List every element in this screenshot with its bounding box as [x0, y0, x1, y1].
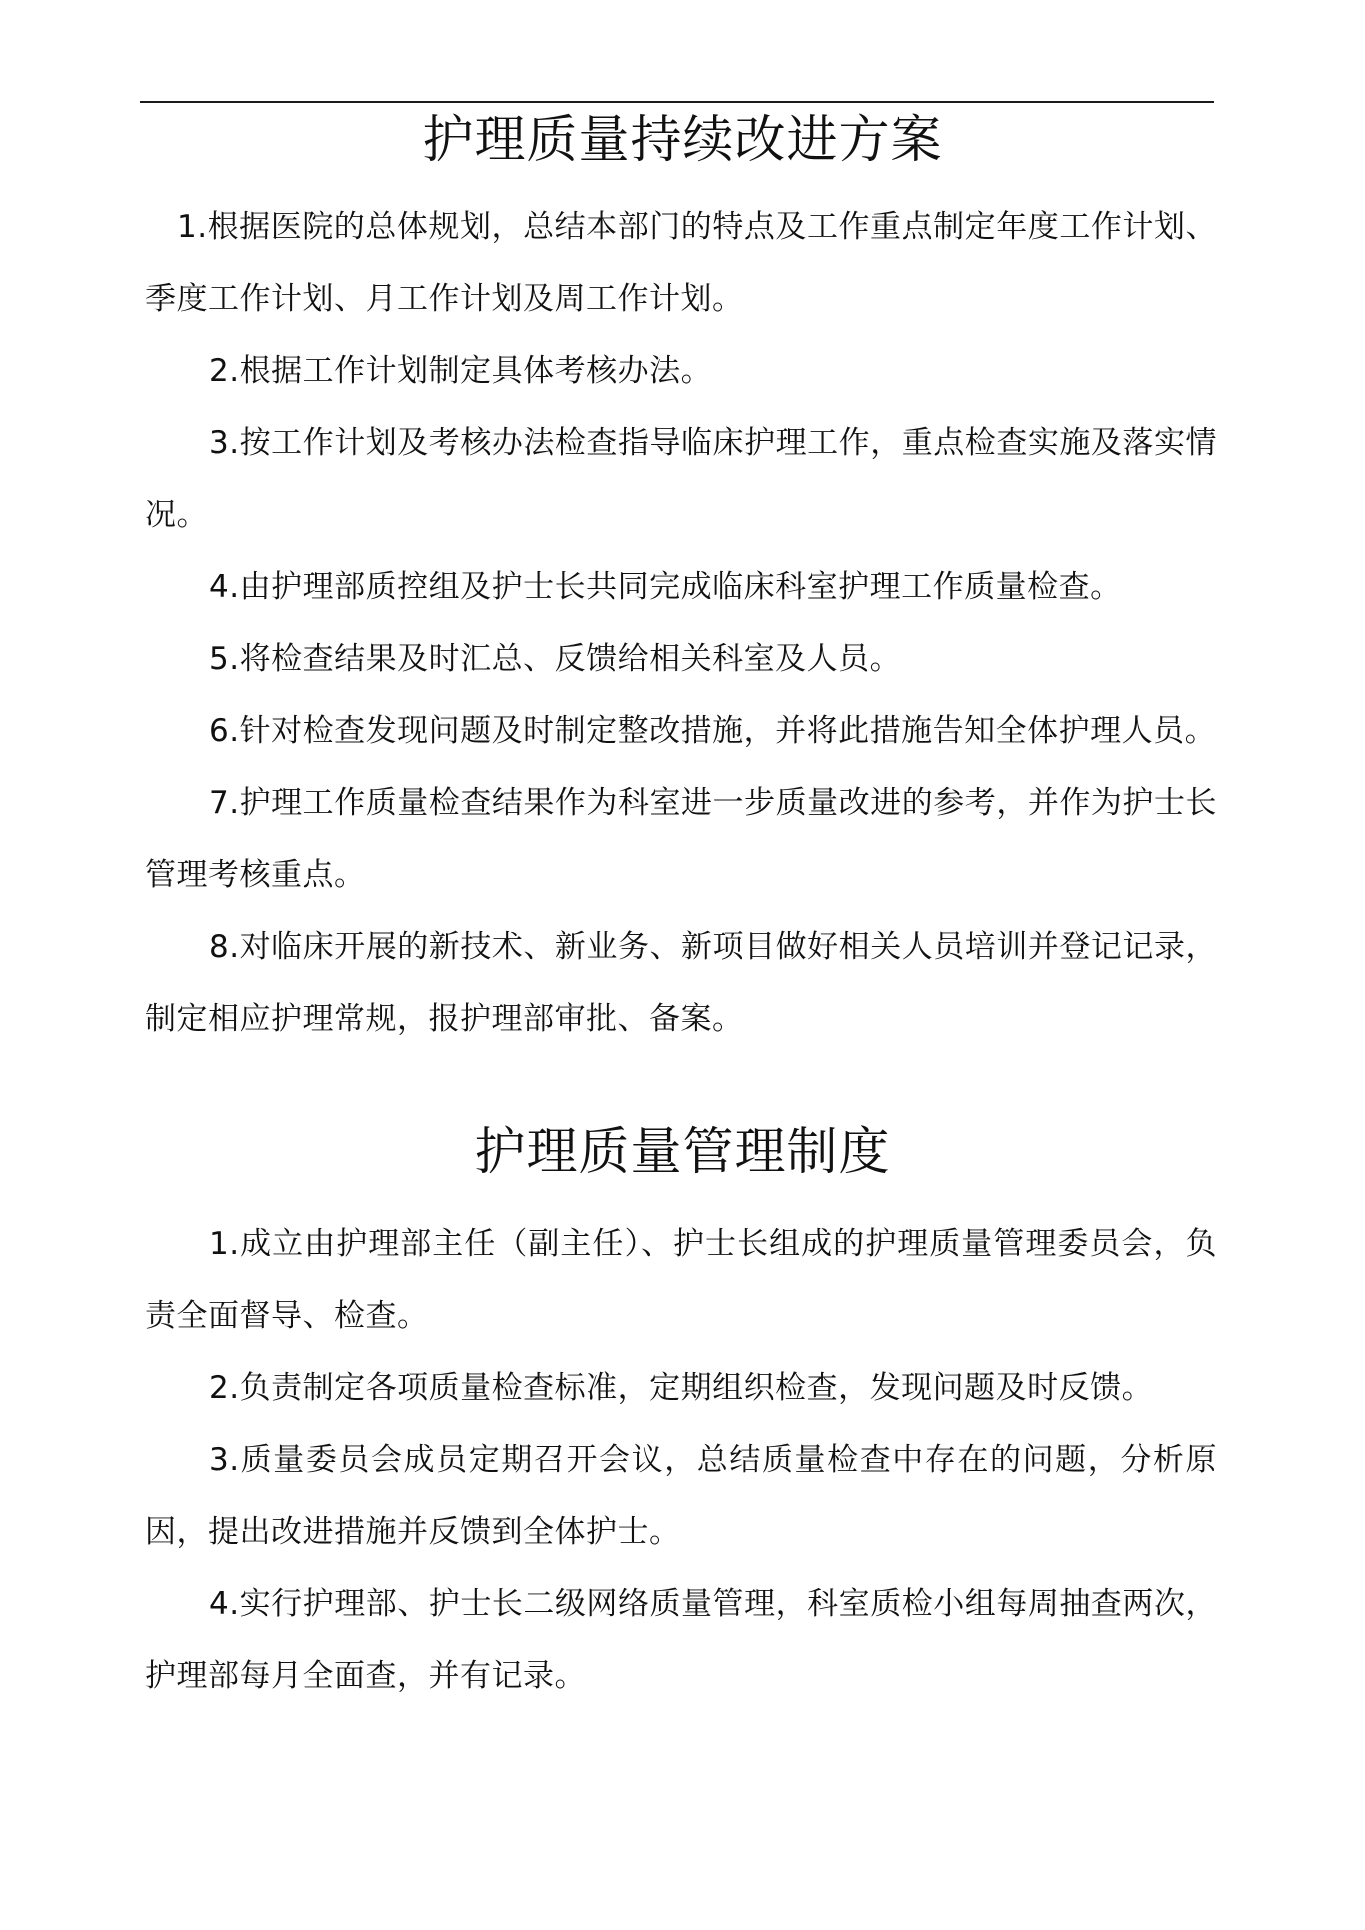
section-title: 护理质量管理制度: [474, 1123, 891, 1182]
paragraph: 4.由护理部质控组及护士长共同完成临床科室护理工作质量检查。: [209, 569, 1122, 605]
section-body: [145, 1208, 1217, 1712]
paragraph: 3.按工作计划及考核办法检查指导临床护理工作，重点检查实施及落实情况。: [145, 425, 1217, 533]
paragraph: 1.根据医院的总体规划，总结本部门的特点及工作重点制定年度工作计划、季度工作计划、月工作计划及周工作计划。: [145, 209, 1217, 317]
paragraph: 1.成立由护理部主任（副主任）、护士长组成的护理质量管理委员会，负责全面督导、检查。: [145, 1226, 1217, 1334]
paragraph: 7.护理工作质量检查结果作为科室进一步质量改进的参考，并作为护士长管理考核重点。: [145, 785, 1217, 893]
paragraph: 2.根据工作计划制定具体考核办法。: [209, 353, 713, 389]
top-rule: [140, 101, 1214, 103]
paragraph: 2.负责制定各项质量检查标准，定期组织检查，发现问题及时反馈。: [209, 1370, 1154, 1406]
section-title: 护理质量持续改进方案: [422, 111, 943, 170]
paragraph: 5.将检查结果及时汇总、反馈给相关科室及人员。: [209, 641, 902, 677]
section-body: [145, 191, 1217, 1055]
paragraph: 6.针对检查发现问题及时制定整改措施，并将此措施告知全体护理人员。: [209, 713, 1217, 749]
paragraph: 8.对临床开展的新技术、新业务、新项目做好相关人员培训并登记记录，制定相应护理常规，报护理部审批、备案。: [145, 929, 1217, 1037]
paragraph: 4.实行护理部、护士长二级网络质量管理，科室质检小组每周抽查两次，护理部每月全面查，并有记录。: [145, 1586, 1217, 1694]
paragraph: 3.质量委员会成员定期召开会议，总结质量检查中存在的问题，分析原因，提出改进措施并反馈到全体护士。: [145, 1442, 1217, 1550]
